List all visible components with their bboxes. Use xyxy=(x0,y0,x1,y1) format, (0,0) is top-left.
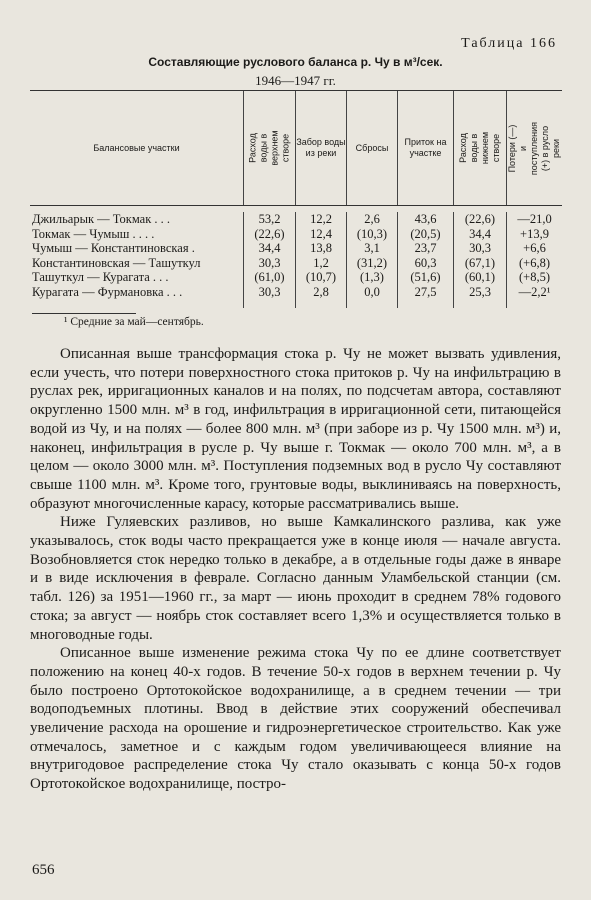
paragraph: Ниже Гуляевских разливов, но выше Камкалинского разлива, как уже указывалось, сток воды часто прекращается уже в конце июля — начале августа. Возобновляется сток нередко только в декабре, а в отдельные годы даже в январе и в виде исключения в феврале. Согласно данным Уламбельской станции (см. табл. 126) за 1951—1960 гг., за март — июнь проходит в среднем 78% годового стока; за август — ноябрь сток составляет всего 1,3% и осуществляется только в многоводные годы. xyxy=(30,514,561,643)
header-withdrawal: Забор воды из реки xyxy=(296,137,346,158)
table-caption: Составляющие руслового баланса р. Чу в м³/сек. xyxy=(148,55,443,69)
header-lower-flow: Расход воды в нижнем створе xyxy=(458,131,501,165)
header-upper-flow: Расход воды в верхнем створе xyxy=(247,130,291,166)
table-row: Константиновская — Ташуткул 30,3 1,2 (31,2) 60,3 (67,1) (+6,8) xyxy=(32,255,550,270)
page-number: 656 xyxy=(32,862,55,878)
footnote: ¹ Средние за май—сентябрь. xyxy=(64,316,204,328)
table-header xyxy=(30,90,562,206)
table-row: Токмак — Чумыш . . . . (22,6) 12,4 (10,3) (20,5) 34,4 +13,9 xyxy=(32,226,549,241)
header-sections: Балансовые участки xyxy=(93,142,180,153)
paragraph: Описанная выше трансформация стока р. Чу не может вызвать удивления, если учесть, что потери поверхностного стока притоков р. Чу на инфильтрацию в руслах рек, ирригационных каналов и на полях, по подсчетам автора, составляют округленно 1500 млн. м³ в год, инфильтрация в ирригационной сети, питающейся водой из Чу, и на полях — более 800 млн. м³ (при заборе из р. Чу 1500 млн. м³) и, наконец, инфильтрация в русле р. Чу выше г. Токмак — около 700 млн. м³, а в целом — около 3000 млн. м³. Поступления подземных вод в русло Чу составляют свыше 1100 млн. м³. Кроме того, грунтовые воды, выклиниваясь на поверхность, образуют многочисленные карасу, которые рассматривались выше. xyxy=(30,346,561,512)
table-label: Таблица 166 xyxy=(461,36,557,51)
table-row: Ташуткул — Курагата . . . (61,0) (10,7) (1,3) (51,6) (60,1) (+8,5) xyxy=(32,270,550,284)
header-inflow: Приток на участке xyxy=(404,137,447,158)
table-body xyxy=(30,212,562,299)
header-discharges: Сбросы xyxy=(355,142,389,153)
table-row: Курагата — Фурмановка . . . 30,3 2,8 0,0 27,5 25,3 —2,2¹ xyxy=(32,284,551,299)
body-text xyxy=(30,345,561,794)
table-row: Чумыш — Константиновская . 34,4 13,8 3,1 23,7 30,3 +6,6 xyxy=(32,241,546,255)
header-losses: Потери (—) и поступления (+) в русло реки xyxy=(507,121,561,175)
footnote-rule xyxy=(32,313,136,314)
balance-table xyxy=(30,90,562,299)
table-caption-years: 1946—1947 гг. xyxy=(255,73,336,88)
paragraph: Описанное выше изменение режима стока Чу по ее длине соответствует положению на конец 40-х годов. В течение 50-х годов в верхнем течении р. Чу было построено Ортотокойское водохранилище, а в среднем течении — три водоподъемных плотины. Ввод в действие этих сооружений обеспечивал увеличение расхода на орошение и гидроэнергетическое строительство. Как уже отмечалось, заметное и с каждым годом увеличивающееся влияние на внутригодовое распределение стока Чу стало оказывать с конца 50-х годов Ортотокойское водохранилище, постро- xyxy=(30,645,561,793)
table-row: Джильарык — Токмак . . . 53,2 12,2 2,6 43,6 (22,6) —21,0 xyxy=(32,212,552,226)
